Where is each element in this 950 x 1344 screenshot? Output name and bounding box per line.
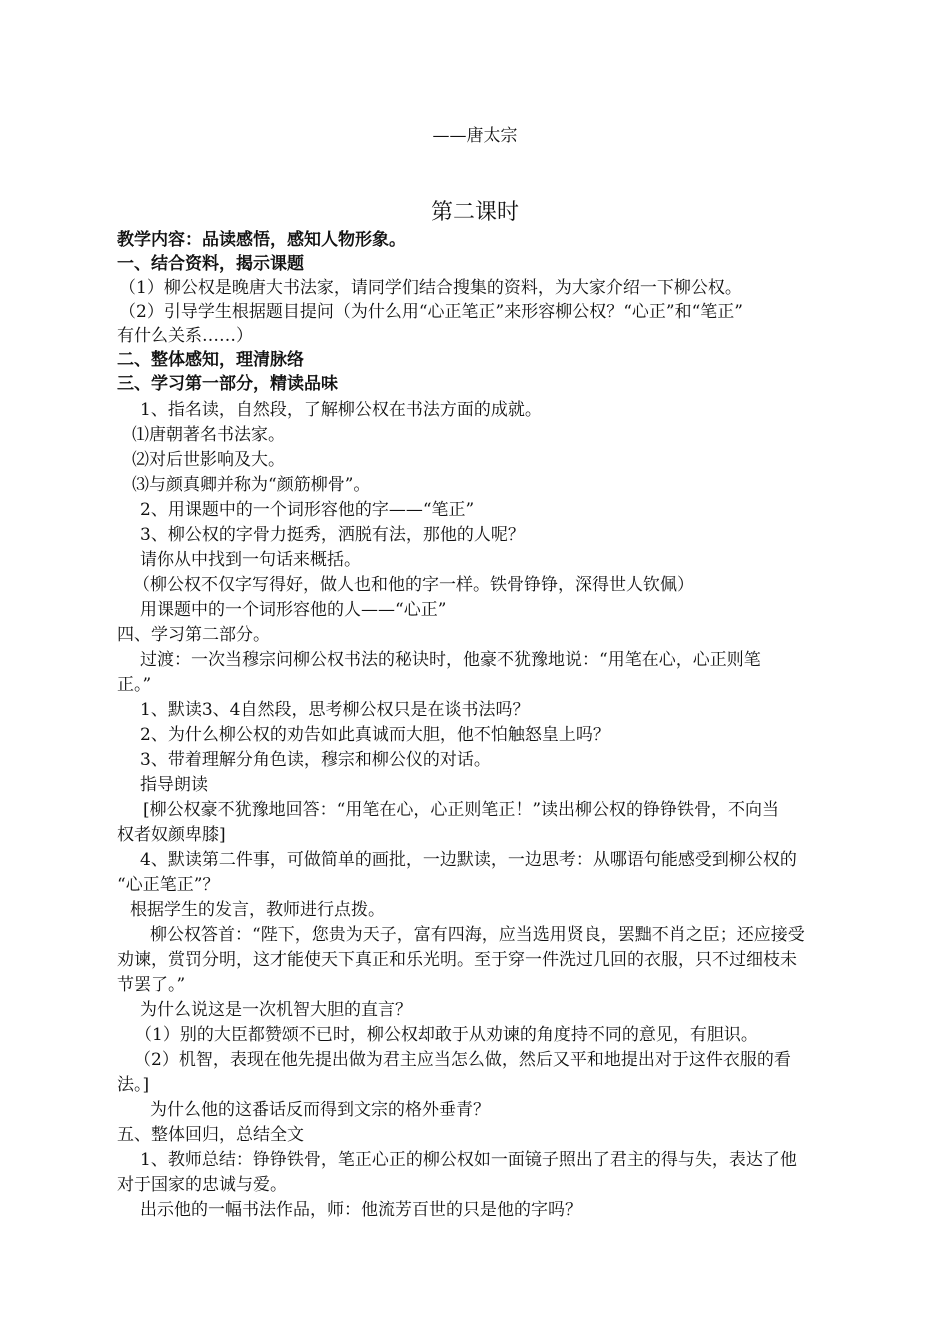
text-line: （柳公权不仅字写得好，做人也和他的字一样。铁骨铮铮，深得世人钦佩）	[133, 575, 694, 595]
text-line: 根据学生的发言，教师进行点拨。	[130, 900, 385, 920]
text-line: 为什么说这是一次机智大胆的直言？	[140, 1000, 412, 1020]
text-line: 出示他的一幅书法作品，师：他流芳百世的只是他的字吗？	[140, 1200, 582, 1220]
text-line: 3、柳公权的字骨力挺秀，洒脱有法，那他的人呢？	[140, 525, 525, 545]
lesson-title: 第二课时	[430, 200, 519, 225]
section-heading-5: 五、整体回归，总结全文	[117, 1125, 304, 1145]
text-line: （2）机智，表现在他先提出做为君主应当怎么做，然后又平和地提出对于这件衣服的看	[134, 1050, 791, 1070]
text-line: 法。]	[117, 1075, 150, 1095]
text-line: 1、默读3、4自然段，思考柳公权只是在谈书法吗？	[140, 700, 530, 720]
text-line: 节罢了。”	[117, 975, 186, 995]
text-line: 指导朗读	[140, 775, 208, 795]
text-line: 权者奴颜卑膝]	[117, 825, 226, 845]
text-line: 过渡：一次当穆宗问柳公权书法的秘诀时，他豪不犹豫地说：“用笔在心，心正则笔	[140, 650, 761, 670]
text-line: 正。”	[117, 675, 152, 695]
section-heading-2: 二、整体感知，理清脉络	[117, 350, 304, 370]
section-heading-1: 一、结合资料，揭示课题	[117, 254, 304, 274]
text-line: 劝谏，赏罚分明，这才能使天下真正和乐光明。至于穿一件洗过几回的衣服，只不过细枝未	[117, 950, 797, 970]
text-line: （1）柳公权是晚唐大书法家，请同学们结合搜集的资料，为大家介绍一下柳公权。	[119, 278, 742, 298]
text-line: 3、带着理解分角色读，穆宗和柳公仪的对话。	[140, 750, 491, 770]
text-line: “心正笔正”？	[117, 875, 220, 895]
text-line: [柳公权豪不犹豫地回答：“用笔在心，心正则笔正！”读出柳公权的铮铮铁骨，不向当	[143, 800, 780, 820]
text-line: 2、为什么柳公权的劝告如此真诚而大胆，他不怕触怒皇上吗？	[140, 725, 610, 745]
text-line: （1）别的大臣都赞颂不已时，柳公权却敢于从劝谏的角度持不同的意见，有胆识。	[135, 1025, 758, 1045]
text-line: 1、教师总结：铮铮铁骨，笔正心正的柳公权如一面镜子照出了君主的得与失，表达了他	[140, 1150, 797, 1170]
text-line: 柳公权答首：“陛下，您贵为天子，富有四海，应当选用贤良，罢黜不肖之臣；还应接受	[150, 925, 805, 945]
text-line: 为什么他的这番话反而得到文宗的格外垂青？	[150, 1100, 490, 1120]
text-line: 4、默读第二件事，可做简单的画批，一边默读，一边思考：从哪语句能感受到柳公权的	[140, 850, 797, 870]
text-line: 请你从中找到一句话来概括。	[140, 550, 361, 570]
section-heading-3: 三、学习第一部分，精读品味	[117, 374, 338, 394]
text-line: ⑶与颜真卿并称为“颜筋柳骨”。	[132, 475, 371, 495]
text-line: 2、用课题中的一个词形容他的字——“笔正”	[140, 500, 475, 520]
text-line: 对于国家的忠诚与爱。	[117, 1175, 287, 1195]
attribution: ——唐太宗	[432, 126, 518, 146]
teaching-content-line: 教学内容：品读感悟，感知人物形象。	[117, 230, 406, 250]
text-line: ⑴唐朝著名书法家。	[132, 425, 285, 445]
text-line: 有什么关系……）	[117, 326, 253, 346]
text-line: （2）引导学生根据题目提问（为什么用“心正笔正”来形容柳公权？“心正”和“笔正”	[119, 302, 743, 322]
text-line: 用课题中的一个词形容他的人——“心正”	[140, 600, 447, 620]
section-heading-4: 四、学习第二部分。	[117, 625, 270, 645]
text-line: 1、指名读，自然段，了解柳公权在书法方面的成就。	[140, 400, 542, 420]
text-line: ⑵对后世影响及大。	[132, 450, 285, 470]
